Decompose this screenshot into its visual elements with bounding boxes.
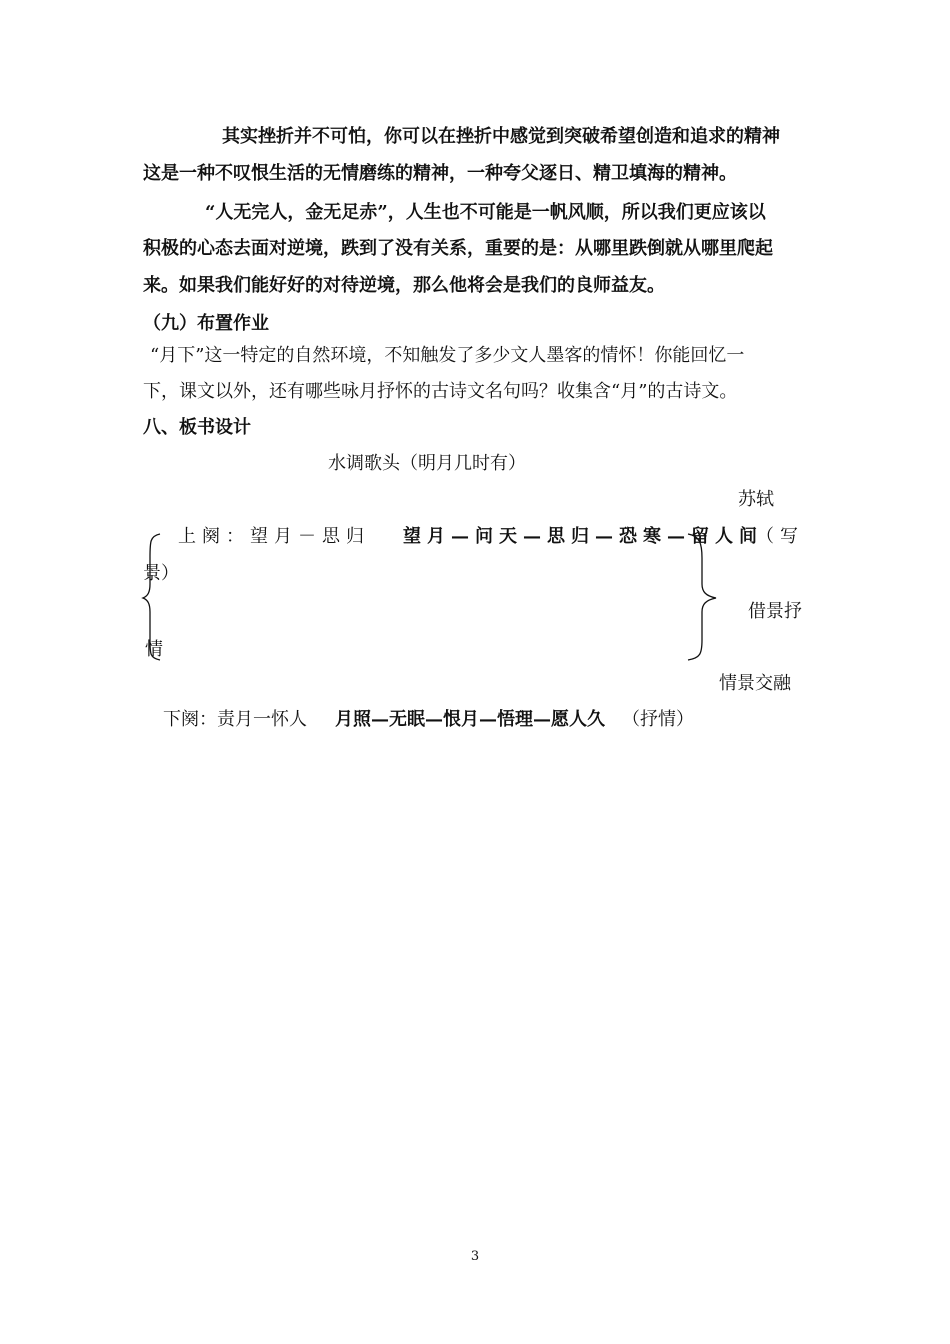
paragraph-2-line-2: 积极的心态去面对逆境，跌到了没有关系，重要的是：从哪里跌倒就从哪里爬起 xyxy=(143,238,773,259)
paragraph-2-line-1: “人无完人，金无足赤”，人生也不可能是一帆风顺，所以我们更应该以 xyxy=(205,202,766,223)
left-brace xyxy=(140,532,164,662)
paragraph-2-line-3: 来。如果我们能好好的对待逆境，那么他将会是我们的良师益友。 xyxy=(143,275,665,296)
homework-line-2: 下，课文以外，还有哪些咏月抒怀的古诗文名句吗？收集含“月”的古诗文。 xyxy=(143,381,738,402)
blend-label: 情景交融 xyxy=(719,673,791,694)
lower-stanza-chain: 月照—无眠—恨月—悟理—愿人久 xyxy=(335,709,605,730)
right-brace xyxy=(686,532,720,662)
upper-stanza-label: 上阕：望月－思归 xyxy=(178,526,370,547)
poem-title: 水调歌头（明月几时有） xyxy=(328,453,526,474)
homework-line-1: “月下”这一特定的自然环境，不知触发了多少文人墨客的情怀！你能回忆一 xyxy=(150,345,745,366)
right-label: 借景抒 xyxy=(748,601,802,622)
homework-heading: （九）布置作业 xyxy=(143,313,269,334)
lower-stanza-label: 下阕：责月一怀人 xyxy=(163,709,307,730)
upper-stanza-suffix: （写 xyxy=(756,526,804,547)
lower-stanza-suffix: （抒情） xyxy=(622,709,694,730)
upper-stanza-chain: 望月—问天—思归—恐寒—留人间 xyxy=(403,526,763,547)
paragraph-1-line-1: 其实挫折并不可怕，你可以在挫折中感觉到突破希望创造和追求的精神 xyxy=(222,126,780,147)
page-number: 3 xyxy=(470,1249,480,1264)
poem-author: 苏轼 xyxy=(738,489,774,510)
paragraph-1-line-2: 这是一种不叹恨生活的无情磨练的精神，一种夸父逐日、精卫填海的精神。 xyxy=(143,163,737,184)
board-heading: 八、板书设计 xyxy=(143,417,251,438)
upper-stanza-wrap: 景） xyxy=(143,563,179,584)
left-wrap: 情 xyxy=(145,639,163,660)
